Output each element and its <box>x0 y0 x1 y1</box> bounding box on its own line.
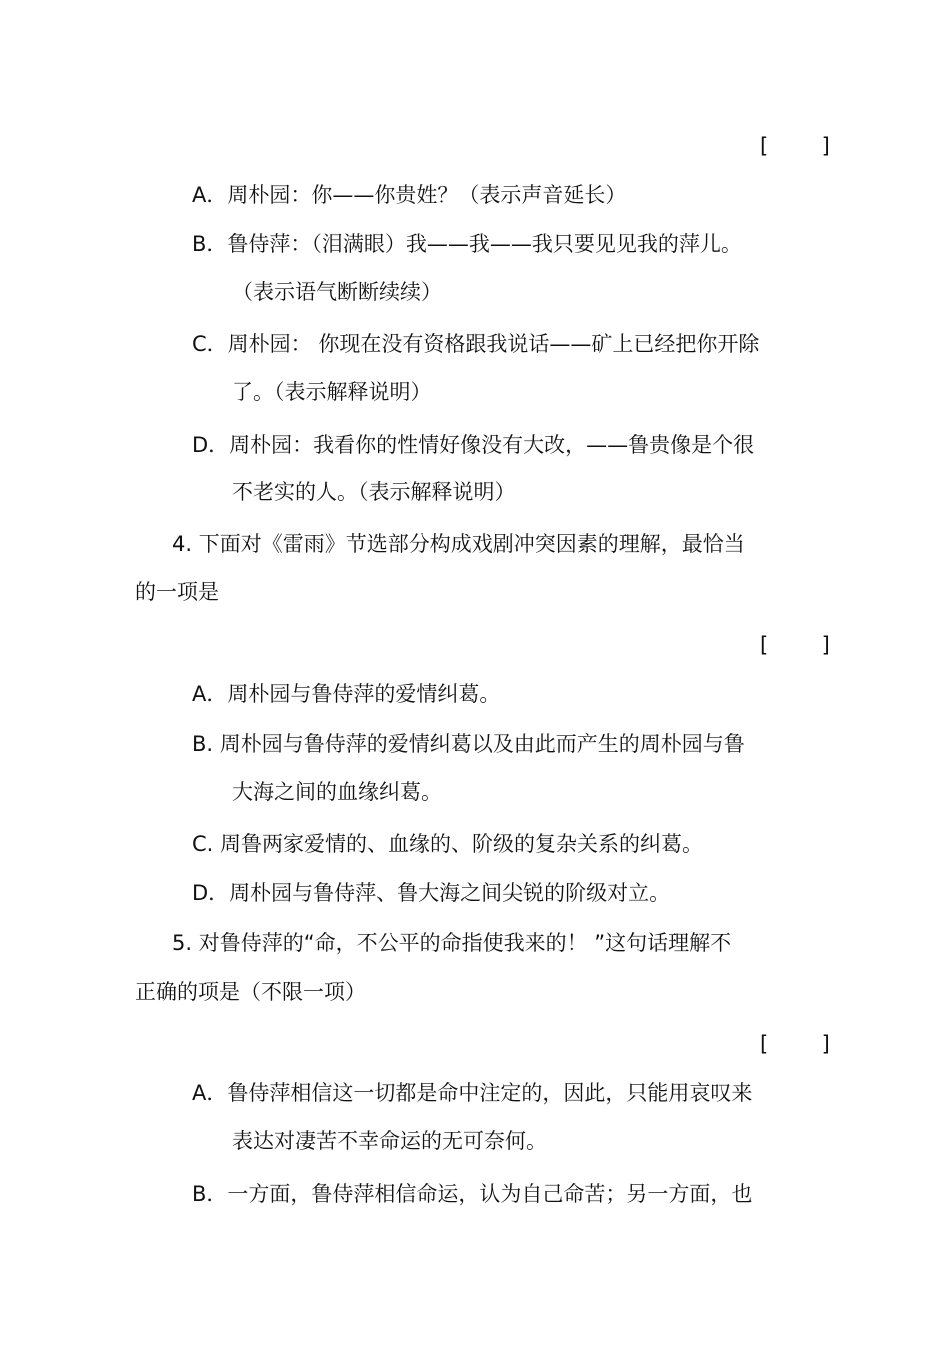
q3-answer-bracket: [ ] <box>760 134 830 158</box>
q5-option-a-line2: 表达对凄苦不幸命运的无可奈何。 <box>232 1129 547 1153</box>
q4-stem-line1: 4. 下面对《雷雨》节选部分构成戏剧冲突因素的理解，最恰当 <box>172 532 745 556</box>
q5-stem-line2: 正确的项是（不限一项） <box>135 980 366 1004</box>
q4-option-b-line1: B. 周朴园与鲁侍萍的爱情纠葛以及由此而产生的周朴园与鲁 <box>192 732 745 756</box>
q3-option-d-line1: D．周朴园：我看你的性情好像没有大改，——鲁贵像是个很 <box>192 433 755 457</box>
q4-option-d: D．周朴园与鲁侍萍、鲁大海之间尖锐的阶级对立。 <box>192 881 671 905</box>
q4-option-c: C. 周鲁两家爱情的、血缘的、阶级的复杂关系的纠葛。 <box>192 832 704 856</box>
q3-option-c-line2: 了。（表示解释说明） <box>232 380 432 404</box>
q4-option-b-line2: 大海之间的血缘纠葛。 <box>232 780 442 804</box>
q5-option-b-line1: B．一方面，鲁侍萍相信命运，认为自己命苦；另一方面，也 <box>192 1182 753 1206</box>
q3-option-c-line1: C．周朴园： 你现在没有资格跟我说话——矿上已经把你开除 <box>192 332 760 356</box>
q3-option-b-line1: B．鲁侍萍：（泪满眼）我——我——我只要见见我的萍儿。 <box>192 232 742 256</box>
q4-answer-bracket: [ ] <box>760 633 830 657</box>
q3-option-d-line2: 不老实的人。（表示解释说明） <box>232 480 516 504</box>
q5-stem-line1: 5. 对鲁侍萍的“命，不公平的命指使我来的！ ”这句话理解不 <box>172 931 732 955</box>
q4-stem-line2: 的一项是 <box>135 580 219 604</box>
q3-option-a: A．周朴园：你——你贵姓？（表示声音延长） <box>192 183 627 207</box>
q3-option-b-line2: （表示语气断断续续） <box>232 280 442 304</box>
q5-option-a-line1: A．鲁侍萍相信这一切都是命中注定的，因此，只能用哀叹来 <box>192 1081 753 1105</box>
q4-option-a: A．周朴园与鲁侍萍的爱情纠葛。 <box>192 682 501 706</box>
q5-answer-bracket: [ ] <box>760 1032 830 1056</box>
